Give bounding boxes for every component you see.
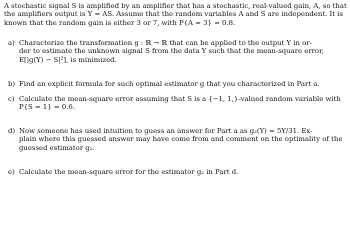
intro-line: A stochastic signal S is amplified by an amplifier that has a stochastic, real-valued gain, A, so that — [4, 2, 347, 10]
question-label: c) — [8, 95, 15, 103]
question-line: E[|g(Y) − S|²], is minimized. — [19, 55, 117, 64]
problem-intro — [4, 2, 346, 27]
question-line: Calculate the mean-square error for the estimator g₂ in Part d. — [19, 168, 239, 176]
question-text — [19, 127, 346, 152]
question-text — [19, 39, 346, 64]
question-line: der to estimate the unknown signal S from the data Y such that the mean-square error, — [19, 47, 324, 56]
question-text — [19, 95, 346, 112]
question-text — [19, 80, 346, 88]
question-label: d) — [8, 127, 16, 135]
question-label: a) — [8, 39, 15, 47]
question-line: Find an explicit formula for such optimal estimator g that you characterized in Part a. — [19, 80, 320, 88]
question-label: b) — [8, 80, 16, 88]
question-line: Now someone has used intuition to guess an answer for Part a as g₂(Y) = 5Y/31. Ex- — [19, 127, 313, 135]
question-line: plain where this guessed answer may have come from and comment on the optimality of the — [19, 135, 343, 144]
question-line: guessed estimator g₂. — [19, 143, 95, 152]
intro-line: the amplifiers output is Y = AS. Assume that the random variables A and S are independent. It is — [4, 10, 343, 19]
question-line: P{S = 1} = 0.6. — [19, 103, 75, 112]
question-label: e) — [8, 168, 15, 176]
question-line: Calculate the mean-square error assuming that S is a {−1, 1,}-valued random variable with — [19, 95, 341, 103]
question-line: Characterize the transformation g : ℝ → ℝ that can be applied to the output Y in or- — [19, 39, 312, 47]
intro-line: known that the random gain is either 3 or 7, with P{A = 3} = 0.8. — [4, 18, 236, 27]
question-text — [19, 168, 346, 176]
